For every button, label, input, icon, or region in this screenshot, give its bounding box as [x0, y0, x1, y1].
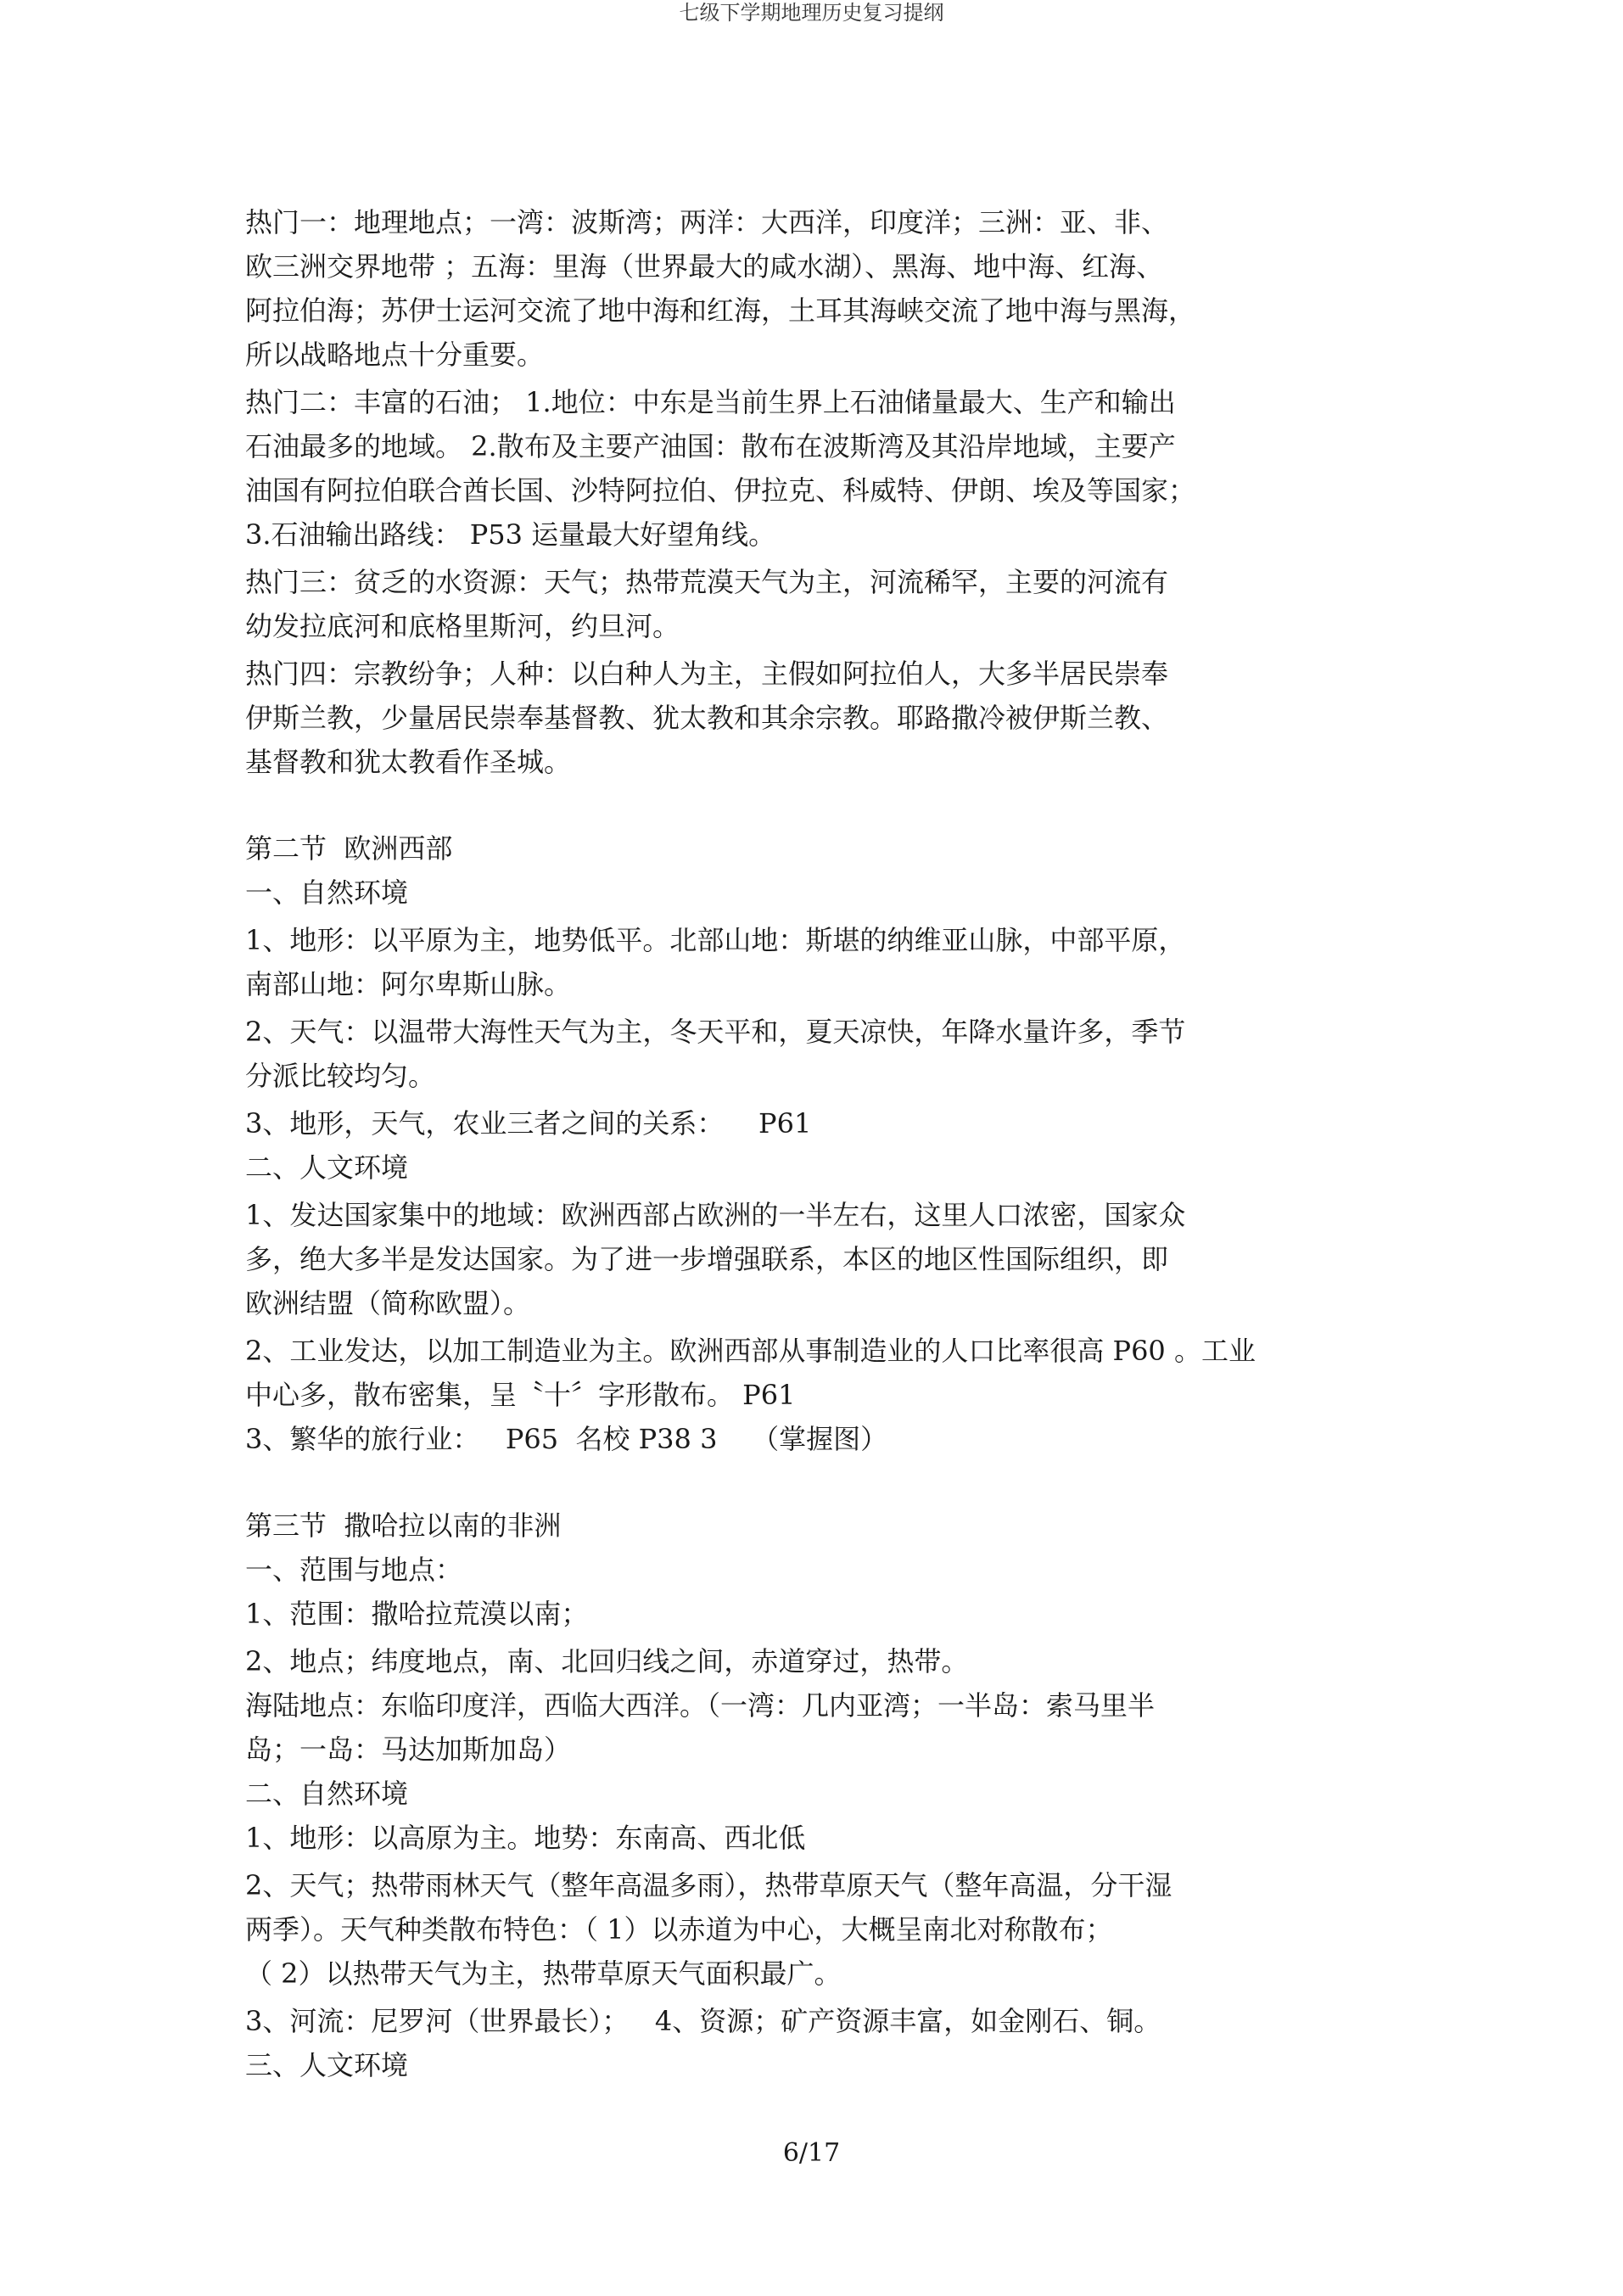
text-line: 热门三：贫乏的水资源：天气；热带荒漠天气为主，河流稀罕，主要的河流有 — [245, 566, 1169, 598]
section-heading-europe-west — [245, 826, 1399, 915]
text-line: 2、天气：以温带大海性天气为主，冬天平和，夏天凉快，年降水量许多，季节 — [245, 1016, 1186, 1048]
text-line: 热门一：地理地点；一湾：波斯湾；两洋：大西洋，印度洋；三洲：亚、非、 — [245, 206, 1169, 238]
paragraph-hot1 — [245, 200, 1399, 377]
text-line: 所以战略地点十分重要。 — [245, 339, 545, 371]
paragraph-africa-rivers — [245, 1999, 1399, 2087]
text-line: 分派比较均匀。 — [245, 1060, 436, 1092]
text-line: 欧三洲交界地带 ；五海：里海（世界最大的咸水湖）、黑海、地中海、红海、 — [245, 250, 1164, 283]
paragraph-europe-relation — [245, 1101, 1399, 1190]
page-footer — [0, 2136, 1623, 2170]
text-line: 3、地形，天气，农业三者之间的关系： P61 — [245, 1107, 812, 1140]
text-line: 两季）。天气种类散布特色：（ 1）以赤道为中心，大概呈南北对称散布； — [245, 1913, 1113, 1946]
text-line: 岛；一岛：马达加斯加岛） — [245, 1733, 572, 1766]
paragraph-europe-terrain — [245, 918, 1399, 1006]
text-line: 石油最多的地域。 2.散布及主要产油国：散布在波斯湾及其沿岸地域，主要产 — [245, 430, 1176, 462]
subsection-title: 一、自然环境 — [245, 876, 409, 909]
text-line: 幼发拉底河和底格里斯河，约旦河。 — [245, 610, 680, 642]
section-heading-sub-saharan-africa — [245, 1504, 1399, 1592]
text-line: 2、天气；热带雨林天气（整年高温多雨），热带草原天气（整年高温，分干湿 — [245, 1869, 1172, 1901]
paragraph-hot3 — [245, 560, 1399, 648]
text-line: 1、地形：以高原为主。地势：东南高、西北低 — [245, 1822, 806, 1854]
subsection-title: 二、人文环境 — [245, 1151, 409, 1184]
text-line: 1、地形：以平原为主，地势低平。北部山地：斯堪的纳维亚山脉，中部平原， — [245, 924, 1186, 956]
subsection-title: 三、人文环境 — [245, 2049, 409, 2081]
text-line: 1、范围：撒哈拉荒漠以南； — [245, 1598, 589, 1630]
text-line: 油国有阿拉伯联合酋长国、沙特阿拉伯、伊拉克、科威特、伊朗、埃及等国家； — [245, 474, 1196, 507]
section-title: 第三节 撒哈拉以南的非洲 — [245, 1509, 562, 1542]
text-line: 海陆地点：东临印度洋，西临大西洋。（一湾：几内亚湾；一半岛：索马里半 — [245, 1689, 1156, 1722]
paragraph-hot4 — [245, 652, 1399, 784]
subsection-title: 二、自然环境 — [245, 1778, 409, 1810]
paragraph-europe-industry — [245, 1329, 1399, 1461]
section-title: 第二节 欧洲西部 — [245, 832, 453, 865]
paragraph-africa-location — [245, 1639, 1399, 1816]
text-line: 基督教和犹太教看作圣城。 — [245, 746, 572, 778]
text-line: 伊斯兰教，少量居民崇奉基督教、犹太教和其余宗教。耶路撒冷被伊斯兰教、 — [245, 702, 1169, 734]
paragraph-africa-range — [245, 1592, 1399, 1636]
text-line: 3.石油输出路线： P53 运量最大好望角线。 — [245, 518, 776, 551]
text-line: 南部山地：阿尔卑斯山脉。 — [245, 968, 572, 1000]
text-line: 1、发达国家集中的地域：欧洲西部占欧洲的一半左右，这里人口浓密，国家众 — [245, 1199, 1186, 1231]
text-line: （ 2）以热带天气为主，热带草原天气面积最广。 — [245, 1957, 842, 1990]
paragraph-europe-climate — [245, 1010, 1399, 1098]
document-body — [245, 200, 1399, 2087]
text-line: 多，绝大多半是发达国家。为了进一步增强联系，本区的地区性国际组织，即 — [245, 1243, 1169, 1275]
text-line: 3、繁华的旅行业： P65 名校 P38 3 （掌握图） — [245, 1423, 888, 1455]
text-line: 中心多，散布密集，呈〝十〞字形散布。 P61 — [245, 1379, 796, 1411]
text-line: 热门二：丰富的石油； 1.地位：中东是当前生界上石油储量最大、生产和输出 — [245, 386, 1176, 418]
paragraph-africa-terrain — [245, 1816, 1399, 1860]
text-line: 欧洲结盟（简称欧盟）。 — [245, 1287, 531, 1319]
text-line: 2、地点；纬度地点，南、北回归线之间，赤道穿过，热带。 — [245, 1645, 969, 1677]
text-line: 3、河流：尼罗河（世界最长）； 4、资源；矿产资源丰富，如金刚石、铜。 — [245, 2005, 1161, 2037]
text-line: 2、工业发达，以加工制造业为主。欧洲西部从事制造业的人口比率很高 P60 。工业 — [245, 1335, 1256, 1367]
document-title: 七级下学期地理历史复习提纲 — [679, 1, 944, 25]
paragraph-hot2 — [245, 380, 1399, 557]
subsection-title: 一、范围与地点： — [245, 1554, 463, 1586]
document-header — [0, 0, 1623, 25]
text-line: 热门四：宗教纷争；人种：以白种人为主，主假如阿拉伯人，大多半居民崇奉 — [245, 658, 1169, 690]
text-line: 阿拉伯海；苏伊士运河交流了地中海和红海，土耳其海峡交流了地中海与黑海， — [245, 294, 1196, 327]
paragraph-europe-developed — [245, 1193, 1399, 1325]
paragraph-africa-climate — [245, 1863, 1399, 1996]
page-number: 6/17 — [782, 2138, 841, 2168]
